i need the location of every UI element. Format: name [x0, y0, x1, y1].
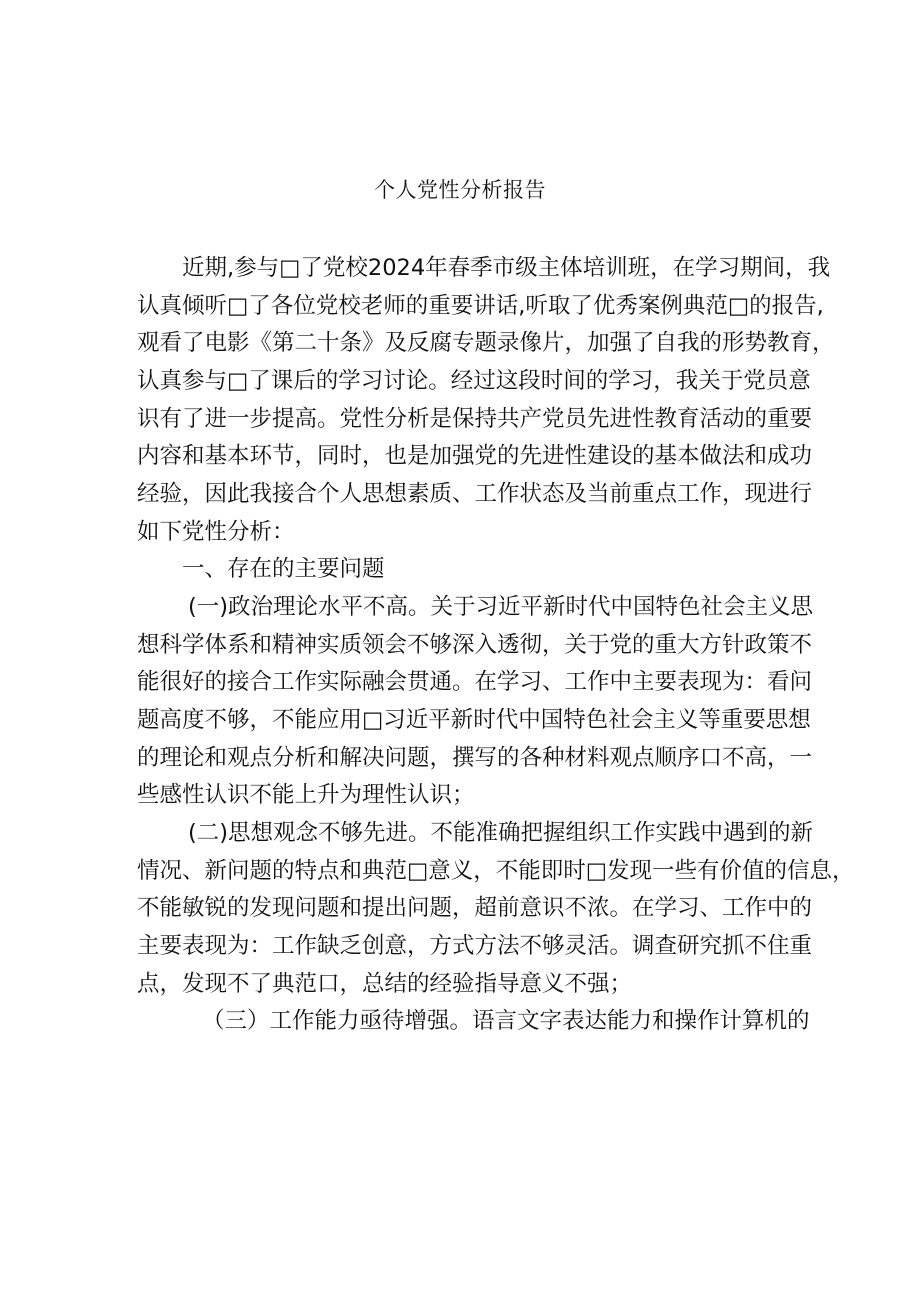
paragraph-intro-line-5: 识有了进一步提高。党性分析是保持共产党员先进性教育活动的重要	[137, 406, 813, 432]
paragraph-politics-line-2: 想科学体系和精神实质领会不够深入透彻，关于党的重大方针政策不	[137, 632, 813, 658]
paragraph-intro-line-8: 如下党性分析：	[137, 519, 295, 545]
paragraph-intro-line-4: 认真参与□了课后的学习讨论。经过这段时间的学习，我关于党员意	[137, 368, 811, 394]
paragraph-thinking-line-5: 点，发现不了典范口，总结的经验指导意义不强；	[137, 971, 633, 997]
paragraph-intro-line-7: 经验，因此我接合个人思想素质、工作状态及当前重点工作，现进行	[137, 481, 813, 507]
paragraph-politics-line-1: (一)政治理论水平不高。关于习近平新时代中国特色社会主义思	[188, 594, 814, 620]
paragraph-politics-line-5: 的理论和观点分析和解决问题，撰写的各种材料观点顺序口不高，一	[137, 745, 813, 771]
paragraph-thinking-line-2: 情况、新问题的特点和典范□意义，不能即时□发现一些有价值的信息，	[137, 858, 855, 884]
paragraph-politics-line-3: 能很好的接合工作实际融会贯通。在学习、工作中主要表现为：看问	[137, 669, 813, 695]
paragraph-intro-line-2: 认真倾听□了各位党校老师的重要讲话,听取了优秀案例典范□的报告,	[137, 293, 824, 319]
paragraph-politics-line-6: 些感性认识不能上升为理性认识；	[137, 782, 475, 808]
paragraph-politics-line-4: 题高度不够，不能应用□习近平新时代中国特色社会主义等重要思想	[137, 707, 811, 733]
paragraph-thinking-line-4: 主要表现为：工作缺乏创意，方式方法不够灵活。调查研究抓不住重	[137, 933, 813, 959]
section-heading: 一、存在的主要问题	[182, 556, 385, 582]
document-title: 个人党性分析报告	[374, 178, 546, 202]
paragraph-intro-line-1: 近期,参与□了党校2024年春季市级主体培训班，在学习期间，我	[182, 255, 831, 281]
paragraph-intro-line-3: 观看了电影《第二十条》及反腐专题录像片，加强了自我的形势教育，	[137, 330, 835, 356]
paragraph-intro-line-6: 内容和基本环节，同时，也是加强党的先进性建设的基本做法和成功	[137, 443, 813, 469]
paragraph-thinking-line-3: 不能敏锐的发现问题和提出问题，超前意识不浓。在学习、工作中的	[137, 895, 813, 921]
paragraph-thinking-line-1: (二)思想观念不够先进。不能准确把握组织工作实践中遇到的新	[188, 820, 814, 846]
paragraph-ability-line-1: （三）工作能力亟待增强。语言文字表达能力和操作计算机的	[202, 1008, 810, 1034]
